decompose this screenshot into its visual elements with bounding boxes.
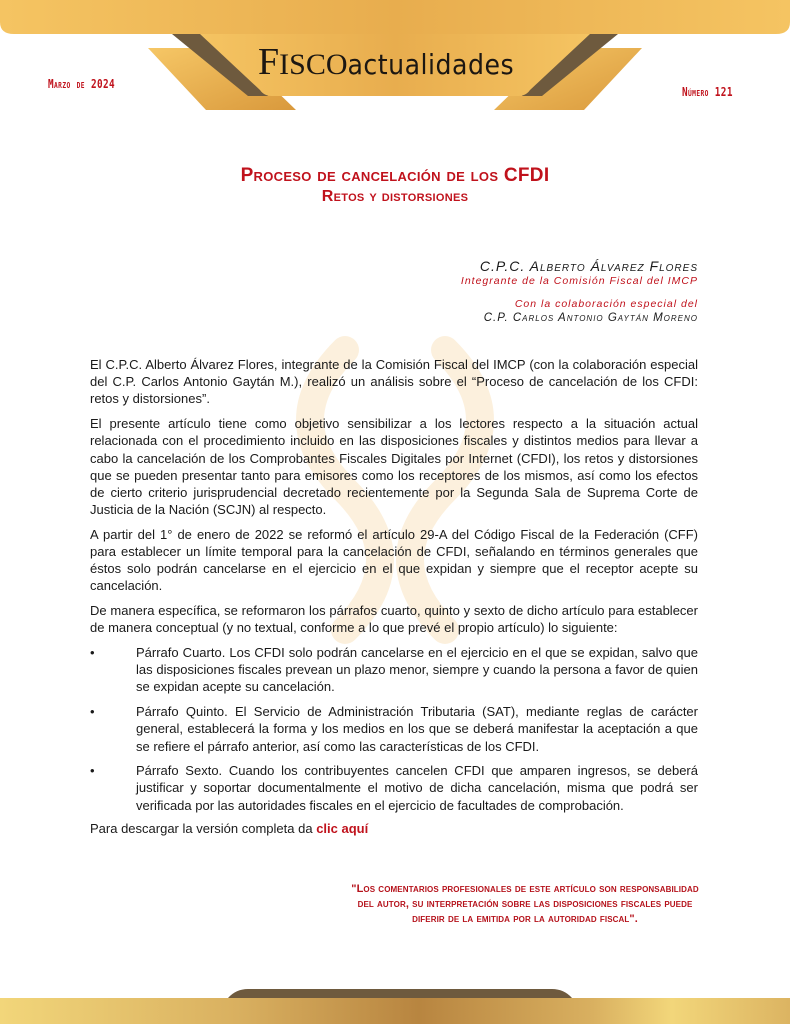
author-name: C.P.C. Alberto Álvarez Flores xyxy=(479,258,698,274)
disclaimer-line-1: Los comentarios profesionales de este artículo son responsabilidad xyxy=(356,883,699,895)
masthead-logo xyxy=(258,40,515,83)
byline xyxy=(461,258,698,325)
paragraph: A partir del 1° de enero de 2022 se reformó el artículo 29-A del Código Fiscal de la Federación (CFF) para establecer un límite temporal para la cancelación de CFDI, señalando en términos generales que éstos solo podrán cancelarse en el ejercicio en el que expidan y siempre que el receptor acepte su cancelación. xyxy=(90,526,698,594)
bullet-text: Párrafo Quinto. El Servicio de Administración Tributaria (SAT), mediante reglas de carácter general, establecerá la forma y los medios en los que se deberá manifestar la aceptación a que se refiere el párrafo anterior, así como las características de los CFDI. xyxy=(136,704,698,754)
bullet-text: Párrafo Sexto. Cuando los contribuyentes cancelen CFDI que amparen ingresos, se deberá justificar y soportar documentalmente el motivo de dicha cancelación, misma que podrá ser verificada por las autoridades fiscales en el ejercicio de facultades de comprobación. xyxy=(136,763,698,813)
footer-banner xyxy=(0,960,790,1024)
article-body xyxy=(90,356,698,821)
collaboration-label: Con la colaboración especial del xyxy=(514,298,698,310)
disclaimer-line-3: diferir de la emitida por la autoridad fiscal xyxy=(412,913,630,925)
issue-number: Número 121 xyxy=(682,85,733,99)
article-title: Proceso de cancelación de los CFDI xyxy=(240,165,550,186)
masthead-fisco-rest: ISCO xyxy=(279,48,348,81)
bullet-list xyxy=(90,644,698,814)
close-quote: ". xyxy=(629,913,638,925)
download-line xyxy=(90,821,368,836)
open-quote: " xyxy=(351,883,357,895)
paragraph: El C.P.C. Alberto Álvarez Flores, integrante de la Comisión Fiscal del IMCP (con la colaboración especial del C.P. Carlos Antonio Gaytán M.), realizó un análisis sobre el “Proceso de cancelación de los CFDI: retos y distorsiones”. xyxy=(90,357,698,407)
download-link[interactable]: clic aquí xyxy=(316,821,369,836)
bullet-icon: • xyxy=(90,704,95,720)
bullet-icon: • xyxy=(90,763,95,779)
paragraph: De manera específica, se reformaron los párrafos cuarto, quinto y sexto de dicho artículo para establecer de manera conceptual (y no textual, conforme a lo que prevé el propio artículo) lo siguiente: xyxy=(90,603,698,636)
bullet-text: Párrafo Cuarto. Los CFDI solo podrán cancelarse en el ejercicio en el que se expidan, salvo que las disposiciones fiscales prevean un plazo menor, siempre y cuando la persona a favor de quien se expidan acepte su cancelación. xyxy=(136,645,698,695)
article-title-block xyxy=(0,165,790,207)
bullet-icon: • xyxy=(90,645,95,661)
bullet-item xyxy=(90,703,698,755)
disclaimer xyxy=(330,882,720,927)
header-banner xyxy=(0,0,790,110)
article-subtitle: Retos y distorsiones xyxy=(321,188,469,205)
masthead-actualidades: actualidades xyxy=(347,48,515,81)
collaborator-name: C.P. Carlos Antonio Gaytán Moreno xyxy=(483,312,698,324)
download-text: Para descargar la versión completa da xyxy=(90,821,317,836)
author-role: Integrante de la Comisión Fiscal del IMCP xyxy=(460,275,698,287)
paragraph: El presente artículo tiene como objetivo sensibilizar a los lectores respecto a la situación actual relacionada con el procedimiento incluido en las disposiciones fiscales y distintos medios para llevar a cabo la cancelación de los Comprobantes Fiscales Digitales por Internet (CFDI), los retos y distorsiones que se pueden presentar tanto para emisores como los receptores de los mismos, así como los efectos de cierto criterio jurisprudencial decretado recientemente por la Segunda Sala de Suprema Corte de Justicia de la Nación (SCJN) al respecto. xyxy=(90,416,698,518)
bullet-item xyxy=(90,644,698,696)
issue-date: Marzo de 2024 xyxy=(48,77,116,91)
bullet-item xyxy=(90,762,698,814)
masthead-fisco-initial: F xyxy=(258,41,280,83)
footer-ribbon-graphic xyxy=(0,960,790,1024)
disclaimer-line-2: del autor, su interpretación sobre las disposiciones fiscales puede xyxy=(357,898,693,910)
